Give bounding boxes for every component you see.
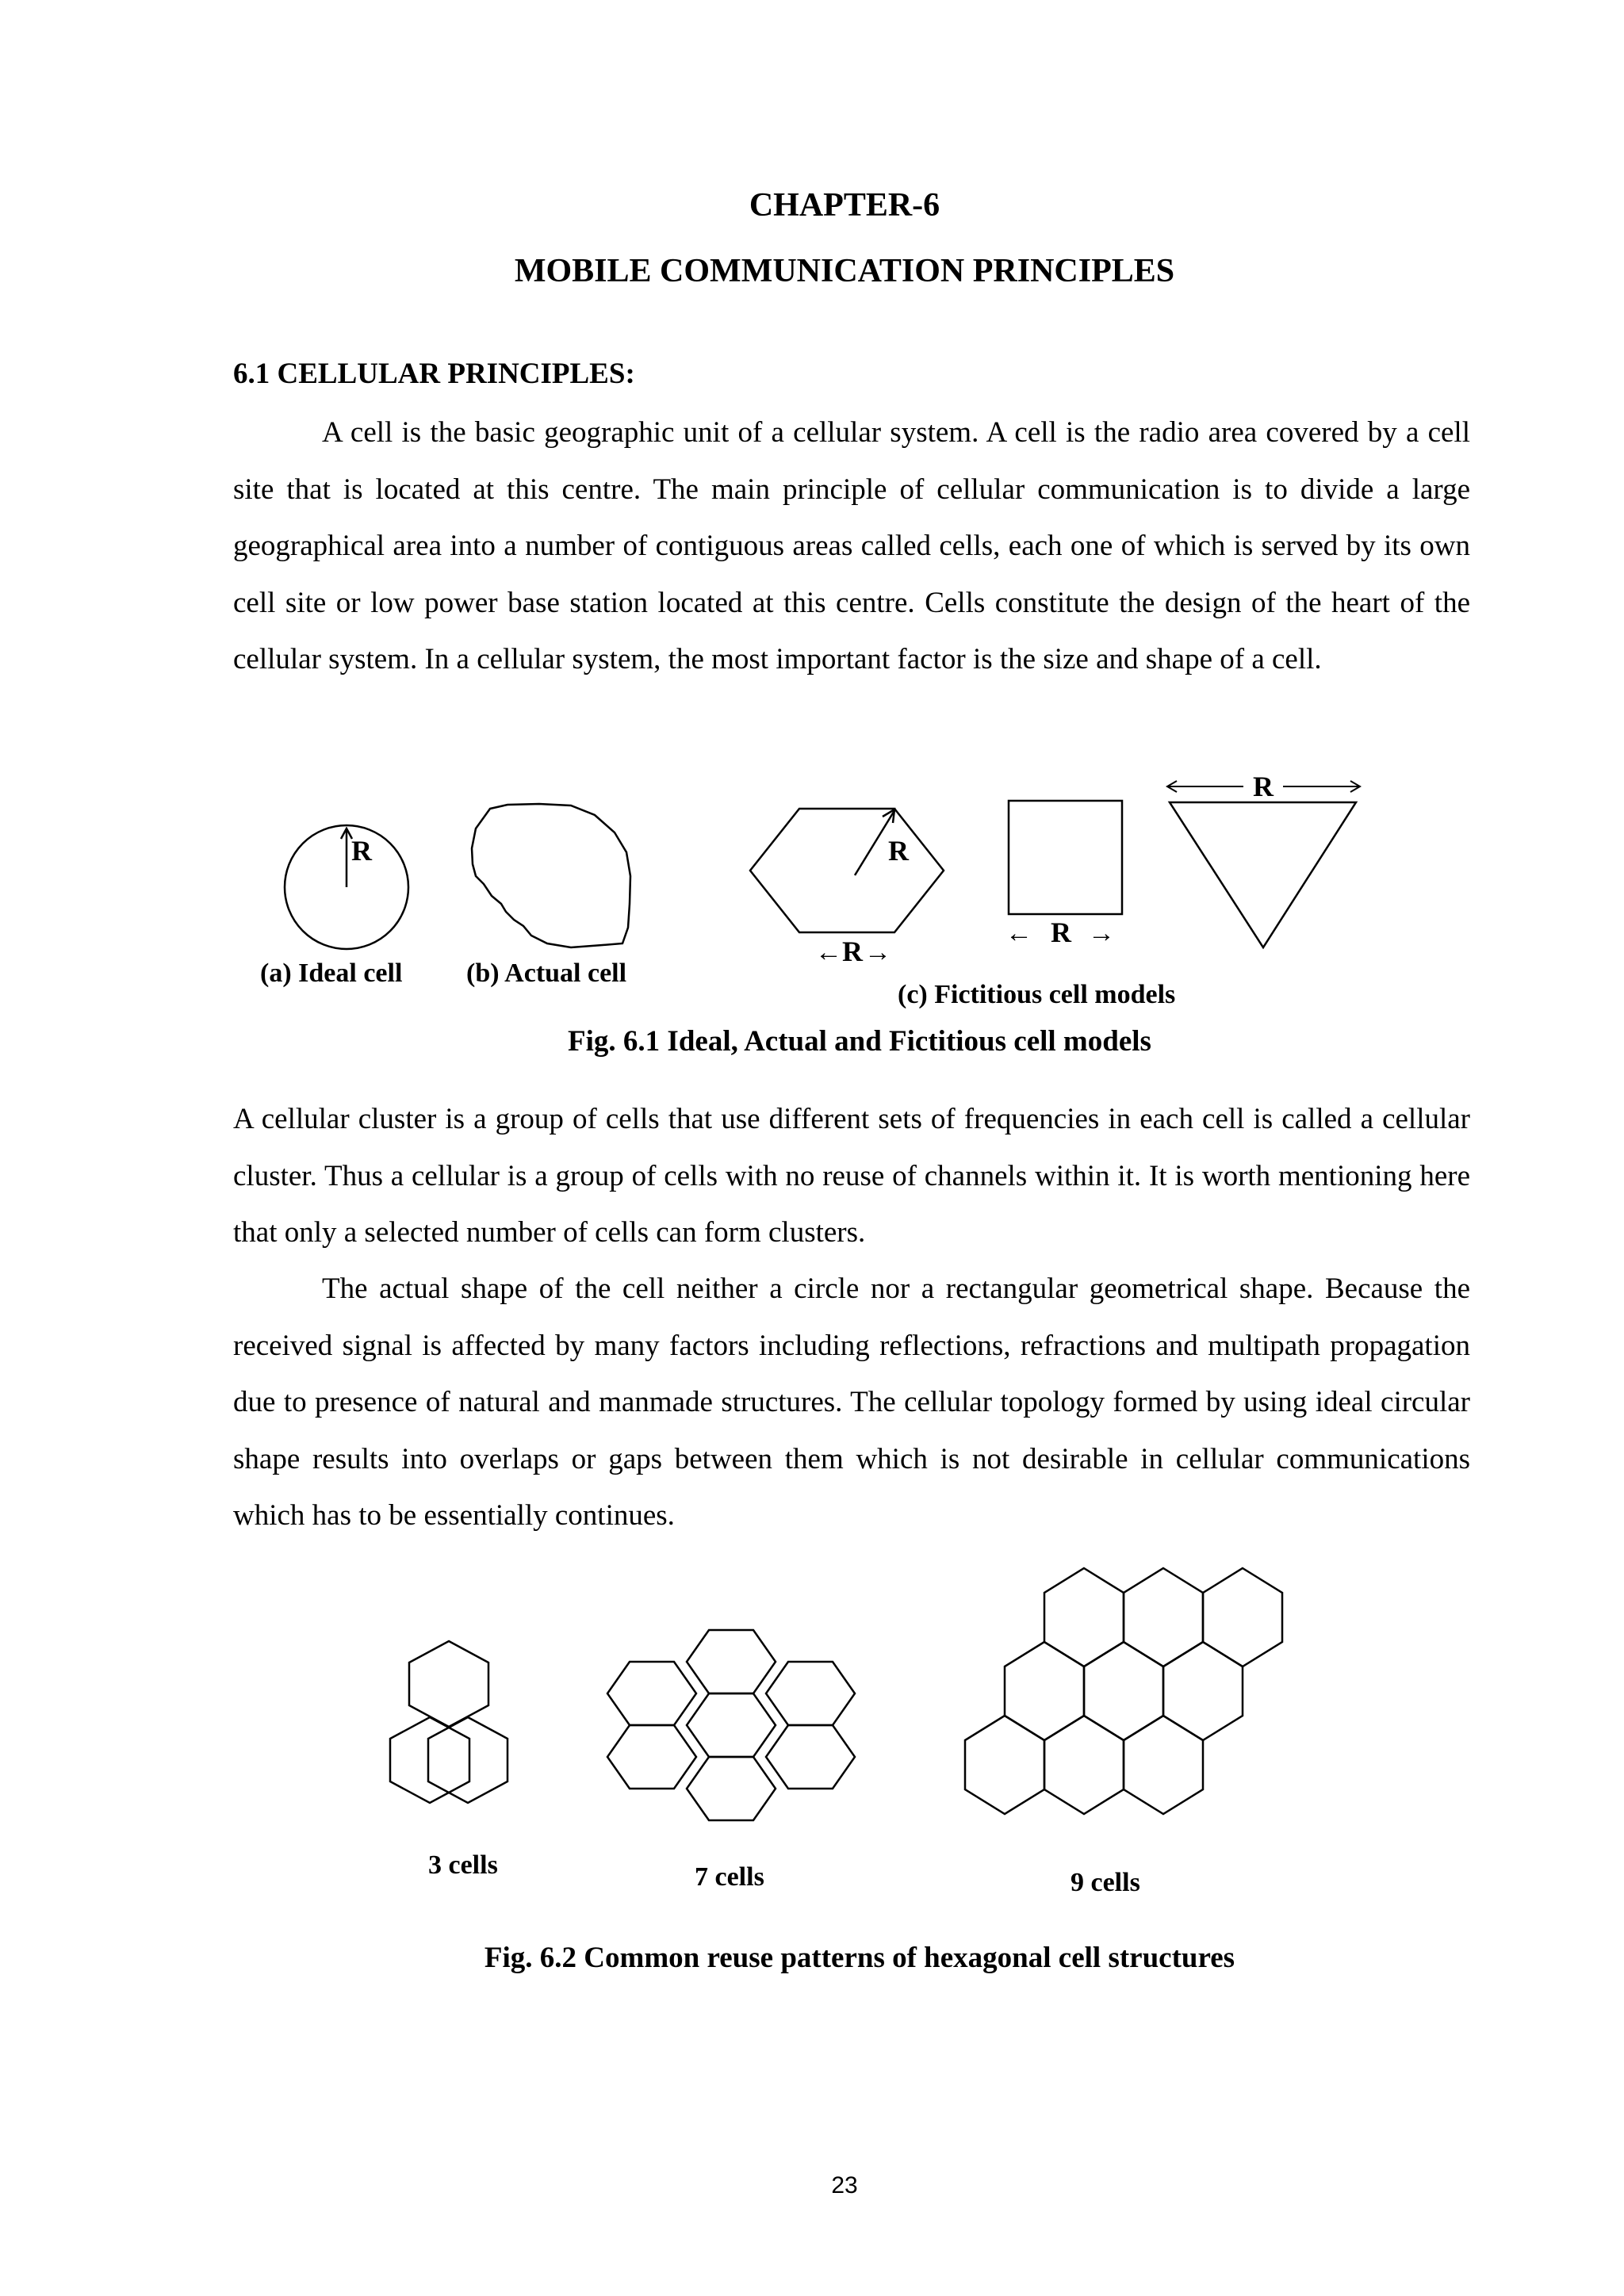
- fictitious-square: [1009, 801, 1122, 914]
- hex-cell: [687, 1757, 776, 1820]
- hex-cell: [607, 1725, 696, 1789]
- hex-cell: [1203, 1568, 1282, 1667]
- ideal-cell-caption: (a) Ideal cell: [260, 959, 403, 988]
- figure-cell-models: [0, 761, 1624, 1015]
- hex-cell: [409, 1641, 488, 1727]
- actual-cell-caption: (b) Actual cell: [466, 959, 627, 988]
- hex-cell: [428, 1717, 508, 1803]
- hex-cell: [1084, 1642, 1163, 1740]
- page-number: 23: [831, 2172, 858, 2198]
- paragraph-cell-definition: A cell is the basic geographic unit of a cellular system. A cell is the radio area covered by a cell site that is located at this centre. The main principle of cellular communication is to divide a large geographical area into a number of contiguous areas called cells, each one of which is served by its own cell site or low power base station located at this centre. Cells constitute the design of the heart of the cellular system. In a cellular system, the most important factor is the size and shape of a cell.: [233, 416, 1470, 675]
- hex-cell: [687, 1630, 776, 1693]
- figure1-caption: Fig. 6.1 Ideal, Actual and Fictitious cell models: [568, 1025, 1151, 1058]
- square-arrow-left: ←: [1005, 919, 1032, 948]
- ideal-cell-radius-label: R: [351, 835, 372, 867]
- paragraph-cell-shape: The actual shape of the cell neither a circle nor a rectangular geometrical shape. Because the received signal is affected by many factors including reflections, refractions and multipath propagation due to presence of natural and manmade structures. The cellular topology formed by using ideal circular shape results into overlaps or gaps between them which is not desirable in cellular communications which has to be essentially continues.: [233, 1272, 1470, 1532]
- figure-reuse-patterns: [0, 1554, 1624, 1903]
- hex-cell: [1044, 1568, 1124, 1667]
- hex-cell: [965, 1716, 1044, 1814]
- hex-cell: [607, 1662, 696, 1725]
- hex-cell: [1044, 1716, 1124, 1814]
- square-arrow-right: →: [1088, 919, 1115, 948]
- hex-cell: [1124, 1568, 1203, 1667]
- hex-cell: [766, 1662, 855, 1725]
- pattern-7-label: 7 cells: [695, 1862, 764, 1892]
- triangle-side-label: R: [1253, 771, 1274, 802]
- paragraph-cellular-cluster: A cellular cluster is a group of cells that use different sets of frequencies in each cell is called a cellular cluster. Thus a cellular is a group of cells with no reuse of channels within it. It is worth mentioning here that only a selected number of cells can form clusters.: [233, 1103, 1470, 1249]
- hex-cell: [1005, 1642, 1084, 1740]
- hex-cell: [1163, 1642, 1243, 1740]
- hex-cell: [390, 1717, 469, 1803]
- square-side-label: R: [1051, 916, 1071, 948]
- hexagon-arrow-left: ←: [815, 938, 842, 967]
- pattern-9-cells: [965, 1568, 1282, 1814]
- hex-cell: [1124, 1716, 1203, 1814]
- chapter-subtitle: MOBILE COMMUNICATION PRINCIPLES: [514, 253, 1175, 289]
- hex-cell: [766, 1725, 855, 1789]
- pattern-3-cells: [390, 1641, 508, 1803]
- fictitious-hexagon: [750, 809, 944, 932]
- hexagon-radius-label: R: [888, 835, 909, 867]
- hexagon-side-label: R: [842, 936, 863, 967]
- pattern-3-label: 3 cells: [428, 1850, 498, 1880]
- fictitious-models-caption: (c) Fictitious cell models: [898, 980, 1176, 1009]
- hex-cell: [687, 1693, 776, 1757]
- fictitious-triangle: [1170, 802, 1356, 947]
- chapter-title: CHAPTER-6: [749, 187, 940, 224]
- section-heading: 6.1 CELLULAR PRINCIPLES:: [233, 358, 635, 390]
- figure2-caption: Fig. 6.2 Common reuse patterns of hexagonal cell structures: [484, 1942, 1235, 1974]
- actual-cell-shape: [472, 804, 630, 947]
- hexagon-arrow-right: →: [864, 938, 891, 967]
- pattern-7-cells: [607, 1630, 855, 1820]
- pattern-9-label: 9 cells: [1071, 1868, 1140, 1897]
